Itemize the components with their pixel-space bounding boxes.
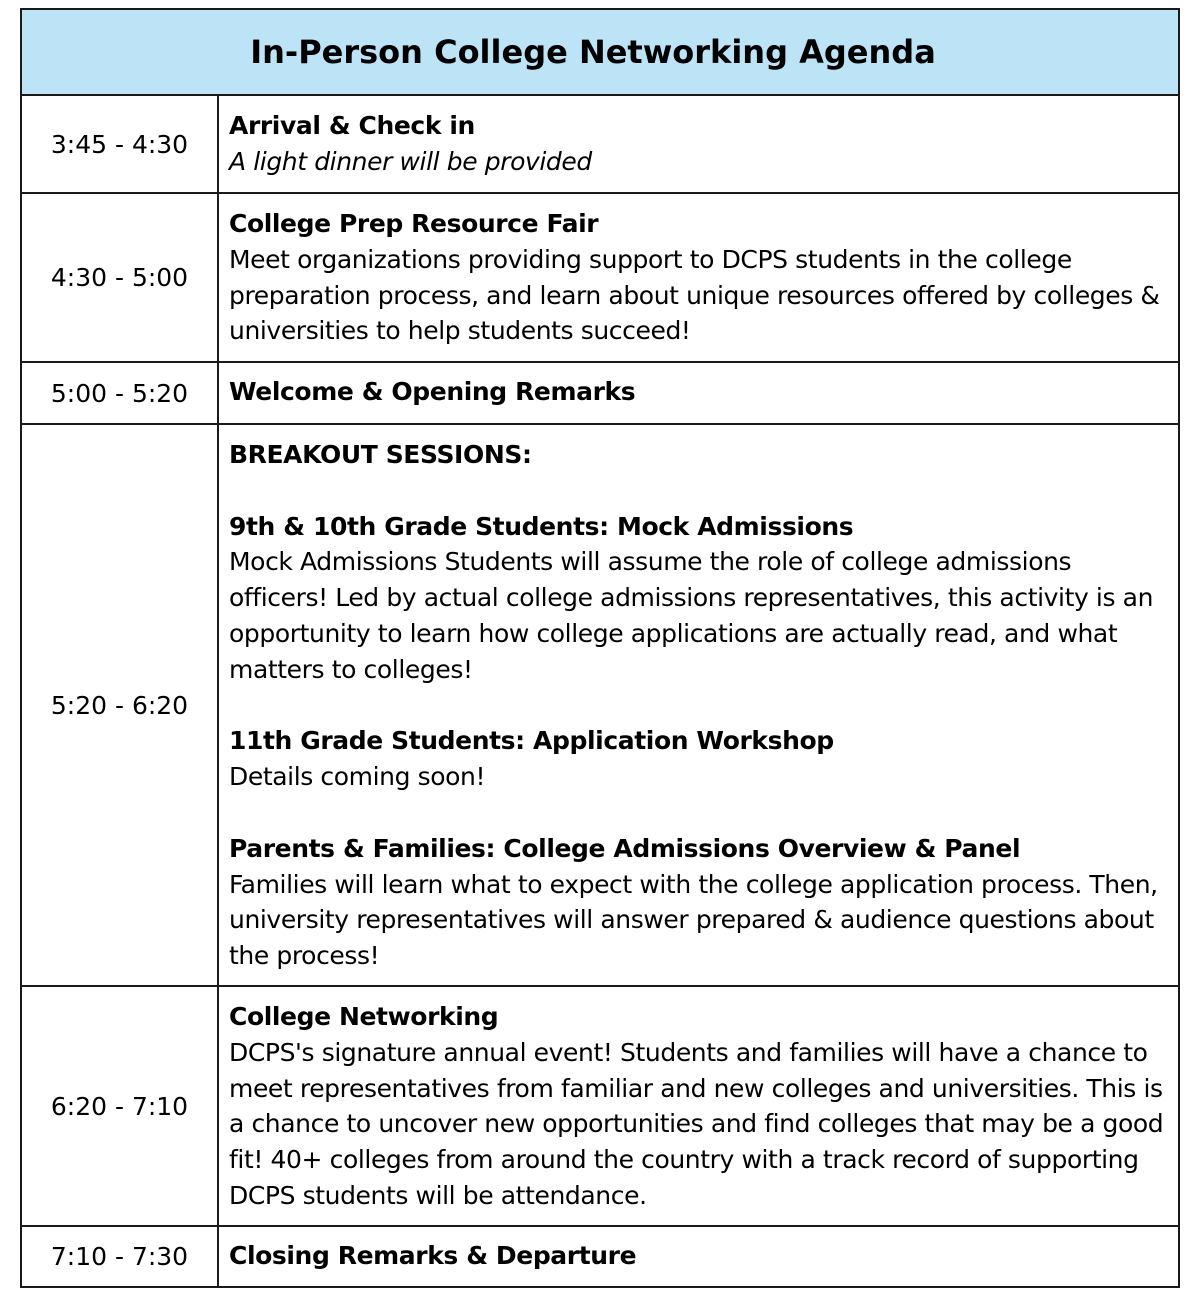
session-heading: 9th & 10th Grade Students: Mock Admissions — [229, 511, 854, 541]
time-slot: 5:00 - 5:20 — [22, 363, 219, 423]
item-description: DCPS's signature annual event! Students and families will have a chance to meet representatives from familiar and new colleges and universities. This is a chance to uncover new opportunities and find colleges that may be a good fit! 40+ colleges from around the country with a track record of supporting DCPS students will be attendance. — [229, 1037, 1164, 1210]
agenda-item — [219, 194, 1178, 361]
agenda-item — [219, 96, 1178, 192]
time-slot: 5:20 - 6:20 — [22, 425, 219, 985]
agenda-header — [22, 10, 1178, 96]
spacer — [229, 688, 1170, 724]
time-slot: 4:30 - 5:00 — [22, 194, 219, 361]
session-heading: 11th Grade Students: Application Workshop — [229, 726, 834, 756]
time-slot: 6:20 - 7:10 — [22, 987, 219, 1225]
agenda-item — [219, 1227, 1178, 1286]
agenda-row — [22, 194, 1178, 363]
agenda-row — [22, 363, 1178, 425]
agenda-item — [219, 363, 1178, 423]
session-description: Mock Admissions Students will assume the role of college admissions officers! Led by actual college admissions representatives, this activity is an opportunity to learn how college applications are actually read, and what matters to colleges! — [229, 547, 1154, 684]
session-heading: Parents & Families: College Admissions Overview & Panel — [229, 833, 1021, 863]
session-description: Details coming soon! — [229, 762, 486, 792]
item-heading: College Prep Resource Fair — [229, 209, 599, 238]
agenda-row — [22, 425, 1178, 987]
agenda-item — [219, 987, 1178, 1225]
agenda-row — [22, 987, 1178, 1227]
item-heading: Closing Remarks & Departure — [229, 1241, 637, 1270]
agenda-row — [22, 1227, 1178, 1286]
agenda-title: In-Person College Networking Agenda — [250, 33, 936, 71]
session-description: Families will learn what to expect with the college application process. Then, university representatives will answer prepared & audience questions about the process! — [229, 869, 1158, 971]
agenda-item — [219, 425, 1178, 985]
item-heading: Welcome & Opening Remarks — [229, 377, 636, 406]
time-slot: 7:10 - 7:30 — [22, 1227, 219, 1286]
item-heading: College Networking — [229, 1002, 499, 1031]
time-slot: 3:45 - 4:30 — [22, 96, 219, 192]
spacer — [229, 473, 1170, 509]
item-subtitle: A light dinner will be provided — [229, 146, 592, 176]
item-description: Meet organizations providing support to DCPS students in the college preparation process, and learn about unique resources offered by colleges & universities to help students succeed! — [229, 244, 1160, 346]
item-heading: Arrival & Check in — [229, 111, 475, 140]
agenda-table — [20, 8, 1180, 1288]
item-heading: BREAKOUT SESSIONS: — [229, 440, 532, 469]
agenda-row — [22, 96, 1178, 194]
spacer — [229, 795, 1170, 831]
